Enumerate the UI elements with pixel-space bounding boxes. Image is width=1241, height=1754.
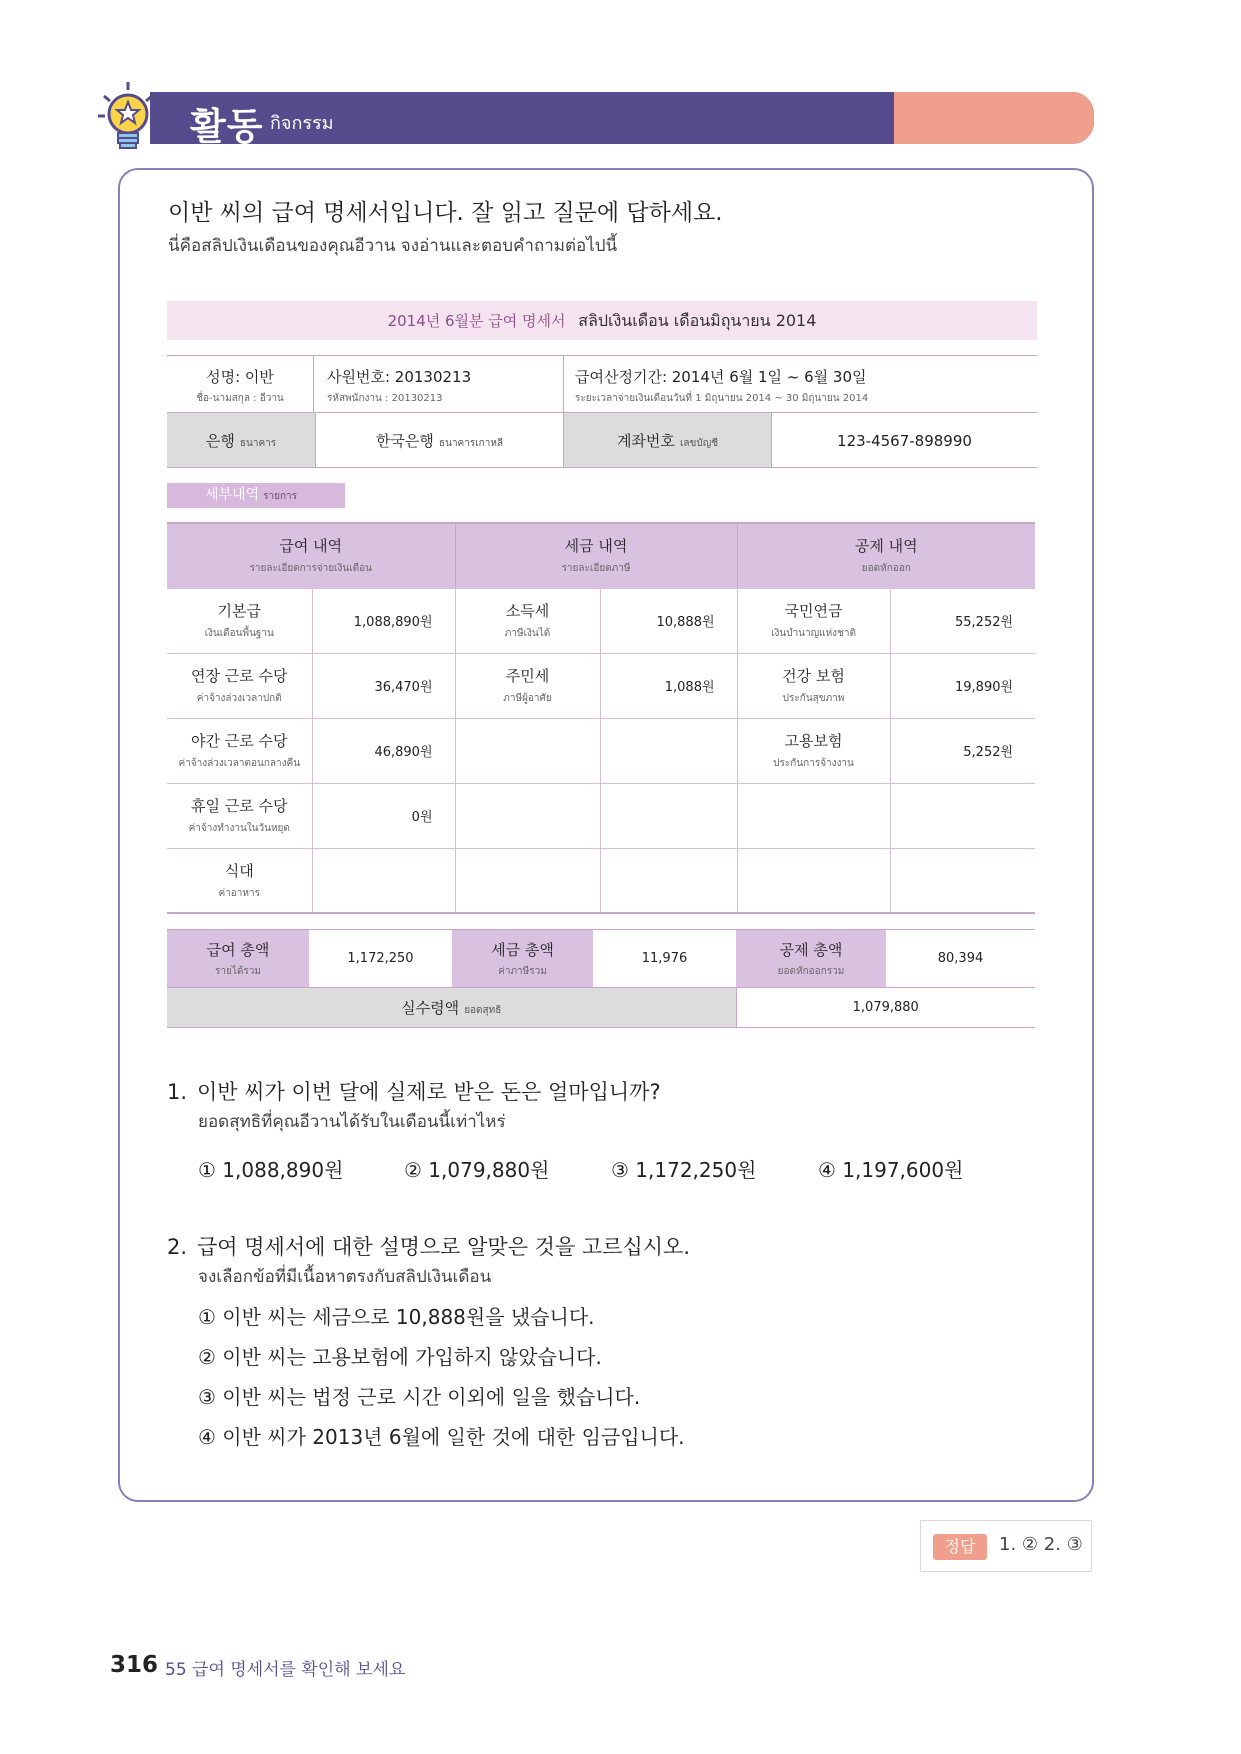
banner-accent xyxy=(894,92,1094,144)
question-2-number: 2. xyxy=(167,1235,188,1259)
tax-item-ko: 소득세 xyxy=(505,602,550,620)
page-number: 316 xyxy=(110,1652,159,1678)
question-1-option-4[interactable]: ④ 1,197,600원 xyxy=(818,1158,964,1182)
table-row xyxy=(167,848,1035,913)
name-ko: 성명: 이반 xyxy=(206,368,274,386)
pay-amount: 0원 xyxy=(312,783,455,848)
question-2 xyxy=(167,1231,690,1261)
tax-amount xyxy=(600,848,737,913)
pay-period-ko: 급여산정기간: 2014년 6월 1일 ~ 6월 30일 xyxy=(575,368,867,386)
payslip-title-ko: 2014년 6월분 급여 명세서 xyxy=(387,312,566,330)
pay-item xyxy=(167,653,312,718)
pay-amount xyxy=(312,848,455,913)
account-label-th: เลขบัญชี xyxy=(680,438,719,449)
answer-badge: 정답 xyxy=(933,1534,987,1560)
question-2-ko: 급여 명세서에 대한 설명으로 알맞은 것을 고르십시오. xyxy=(197,1235,691,1259)
total-pay-label xyxy=(167,930,309,988)
payslip-title-th: สลิปเงินเดือน เดือนมิถุนายน 2014 xyxy=(578,311,817,330)
employee-no-cell xyxy=(327,356,547,412)
net-pay-row xyxy=(167,988,1035,1028)
question-2-option-3[interactable]: ③ 이반 씨는 법정 근로 시간 이외에 일을 했습니다. xyxy=(198,1385,641,1409)
deduction-amount xyxy=(890,848,1035,913)
deduction-header-ko: 공제 내역 xyxy=(854,537,918,556)
pay-item-ko: 휴일 근로 수당 xyxy=(191,797,288,815)
detail-section-tag xyxy=(167,483,345,508)
total-tax-value: 11,976 xyxy=(593,930,736,988)
account-value-cell xyxy=(772,413,1037,467)
pay-header-ko: 급여 내역 xyxy=(279,537,343,556)
tax-amount: 10,888원 xyxy=(600,588,737,653)
payslip-totals-table xyxy=(167,929,1035,1028)
total-tax-th: ค่าภาษีรวม xyxy=(498,965,547,977)
total-tax-ko: 세금 총액 xyxy=(491,940,554,959)
pay-item-th: ค่าอาหาร xyxy=(218,887,260,899)
total-tax-label xyxy=(452,930,593,988)
total-deduction-label xyxy=(736,930,886,988)
tax-amount xyxy=(600,783,737,848)
deduction-amount: 55,252원 xyxy=(890,588,1035,653)
name-th: ชื่อ-นามสกุล : อีวาน xyxy=(196,393,284,404)
deduction-item xyxy=(737,783,890,848)
pay-amount: 1,088,890원 xyxy=(312,588,455,653)
question-1-option-2[interactable]: ② 1,079,880원 xyxy=(404,1158,550,1182)
bank-label-th: ธนาคาร xyxy=(239,438,277,449)
tax-header xyxy=(455,523,737,588)
bank-name-th: ธนาคารเกาหลี xyxy=(439,438,504,449)
pay-item xyxy=(167,718,312,783)
deduction-item-th: ประกันสุขภาพ xyxy=(782,693,845,704)
deduction-amount: 19,890원 xyxy=(890,653,1035,718)
deduction-item xyxy=(737,653,890,718)
bank-value-cell xyxy=(316,413,563,467)
pay-period-cell xyxy=(575,356,1035,412)
answer-text: 1. ② 2. ③ xyxy=(999,1534,1083,1555)
pay-period-th: ระยะเวลาจ่ายเงินเดือนวันที่ 1 มิถุนายน 2014 ~ 30 มิถุนายน 2014 xyxy=(575,393,869,404)
name-cell xyxy=(167,356,313,412)
total-pay-ko: 급여 총액 xyxy=(206,940,270,959)
net-pay-ko: 실수령액 xyxy=(401,999,460,1017)
table-row xyxy=(167,653,1035,718)
total-deduction-value: 80,394 xyxy=(886,930,1035,988)
question-1-ko: 이반 씨가 이번 달에 실제로 받은 돈은 얼마입니까? xyxy=(197,1080,661,1104)
table-row xyxy=(167,783,1035,848)
bank-info-row xyxy=(167,413,1037,468)
pay-amount: 46,890원 xyxy=(312,718,455,783)
tax-item-th: ภาษีผู้อาศัย xyxy=(503,693,552,704)
pay-item-th: ค่าจ้างทำงานในวันหยุด xyxy=(188,823,290,834)
payslip-detail-table xyxy=(167,522,1035,914)
deduction-item xyxy=(737,588,890,653)
instruction-th: นี่คือสลิปเงินเดือนของคุณอีวาน จงอ่านและตอบคำถามต่อไปนี้ xyxy=(168,236,618,256)
question-1-option-1[interactable]: ① 1,088,890원 xyxy=(198,1158,344,1182)
lightbulb-icon xyxy=(96,80,160,152)
table-row xyxy=(167,718,1035,783)
pay-header-th: รายละเอียดการจ่ายเงินเดือน xyxy=(249,563,372,575)
pay-item xyxy=(167,588,312,653)
deduction-item-ko: 건강 보험 xyxy=(782,667,845,685)
total-pay-value: 1,172,250 xyxy=(309,930,452,988)
section-title: 활동 xyxy=(190,105,264,148)
total-deduction-th: ยอดหักออกรวม xyxy=(777,965,845,977)
pay-item-ko: 야간 근로 수당 xyxy=(191,732,288,750)
bank-label-ko: 은행 xyxy=(205,432,235,450)
tax-item-th: ภาษีเงินได้ xyxy=(504,628,551,639)
pay-amount: 36,470원 xyxy=(312,653,455,718)
employee-info-row xyxy=(167,355,1037,413)
total-pay-th: รายได้รวม xyxy=(215,965,261,977)
deduction-item xyxy=(737,848,890,913)
account-label-cell xyxy=(564,413,771,467)
tax-item-ko: 주민세 xyxy=(505,667,550,685)
detail-tag-ko: 세부내역 xyxy=(205,487,260,503)
question-2-th: จงเลือกข้อที่มีเนื้อหาตรงกับสลิปเงินเดือน xyxy=(198,1267,492,1287)
pay-item-th: เงินเดือนพื้นฐาน xyxy=(204,628,274,639)
tax-item xyxy=(455,783,600,848)
table-header-row xyxy=(167,523,1035,588)
pay-item-ko: 연장 근로 수당 xyxy=(191,667,288,685)
deduction-amount xyxy=(890,783,1035,848)
question-1-th: ยอดสุทธิที่คุณอีวานได้รับในเดือนนี้เท่าไหร่ xyxy=(198,1112,506,1132)
instruction-ko: 이반 씨의 급여 명세서입니다. 잘 읽고 질문에 답하세요. xyxy=(168,200,723,226)
account-label-ko: 계좌번호 xyxy=(616,432,675,450)
pay-item xyxy=(167,848,312,913)
tax-item xyxy=(455,718,600,783)
question-1-number: 1. xyxy=(167,1080,188,1104)
deduction-item-ko: 고용보험 xyxy=(784,732,843,750)
net-pay-label xyxy=(167,988,736,1028)
tax-item xyxy=(455,588,600,653)
tax-amount xyxy=(600,718,737,783)
question-2-option-1[interactable]: ① 이반 씨는 세금으로 10,888원을 냈습니다. xyxy=(198,1305,595,1329)
tax-header-th: รายละเอียดภาษี xyxy=(561,563,631,575)
bank-label-cell xyxy=(167,413,315,467)
chapter-title: 55 급여 명세서를 확인해 보세요 xyxy=(165,1660,406,1680)
pay-item-th: ค่าจ้างล่วงเวลาปกติ xyxy=(196,693,282,704)
net-pay-th: ยอดสุทธิ xyxy=(464,1005,502,1016)
answer-key xyxy=(920,1520,1092,1572)
pay-item-ko: 식대 xyxy=(224,861,254,880)
deduction-item-ko: 국민연금 xyxy=(784,602,843,620)
pay-item-th: ค่าจ้างล่วงเวลาตอนกลางคืน xyxy=(178,758,301,769)
account-number: 123-4567-898990 xyxy=(837,432,972,450)
pay-item xyxy=(167,783,312,848)
tax-item xyxy=(455,848,600,913)
pay-header xyxy=(167,523,455,588)
employee-no-ko: 사원번호: 20130213 xyxy=(327,368,472,386)
question-1-option-3[interactable]: ③ 1,172,250원 xyxy=(611,1158,757,1182)
deduction-header-th: ยอดหักออก xyxy=(861,563,911,575)
net-pay-value: 1,079,880 xyxy=(736,988,1035,1028)
deduction-item xyxy=(737,718,890,783)
employee-no-th: รหัสพนักงาน : 20130213 xyxy=(327,393,443,404)
deduction-item-th: ประกันการจ้างงาน xyxy=(773,758,854,769)
bank-name-ko: 한국은행 xyxy=(375,432,434,450)
section-subtitle: กิจกรรม xyxy=(270,113,334,134)
question-1 xyxy=(167,1076,661,1106)
payslip-title xyxy=(167,301,1037,340)
pay-item-ko: 기본급 xyxy=(217,602,261,620)
total-deduction-ko: 공제 총액 xyxy=(779,940,843,959)
deduction-item-th: เงินบำนาญแห่งชาติ xyxy=(771,628,856,639)
totals-row xyxy=(167,930,1035,988)
table-row xyxy=(167,588,1035,653)
deduction-amount: 5,252원 xyxy=(890,718,1035,783)
question-2-option-4[interactable]: ④ 이반 씨가 2013년 6월에 일한 것에 대한 임금입니다. xyxy=(198,1425,685,1449)
detail-tag-th: รายการ xyxy=(263,491,297,502)
tax-amount: 1,088원 xyxy=(600,653,737,718)
tax-item xyxy=(455,653,600,718)
tax-header-ko: 세금 내역 xyxy=(564,537,628,556)
question-2-option-2[interactable]: ② 이반 씨는 고용보험에 가입하지 않았습니다. xyxy=(198,1345,602,1369)
deduction-header xyxy=(737,523,1035,588)
